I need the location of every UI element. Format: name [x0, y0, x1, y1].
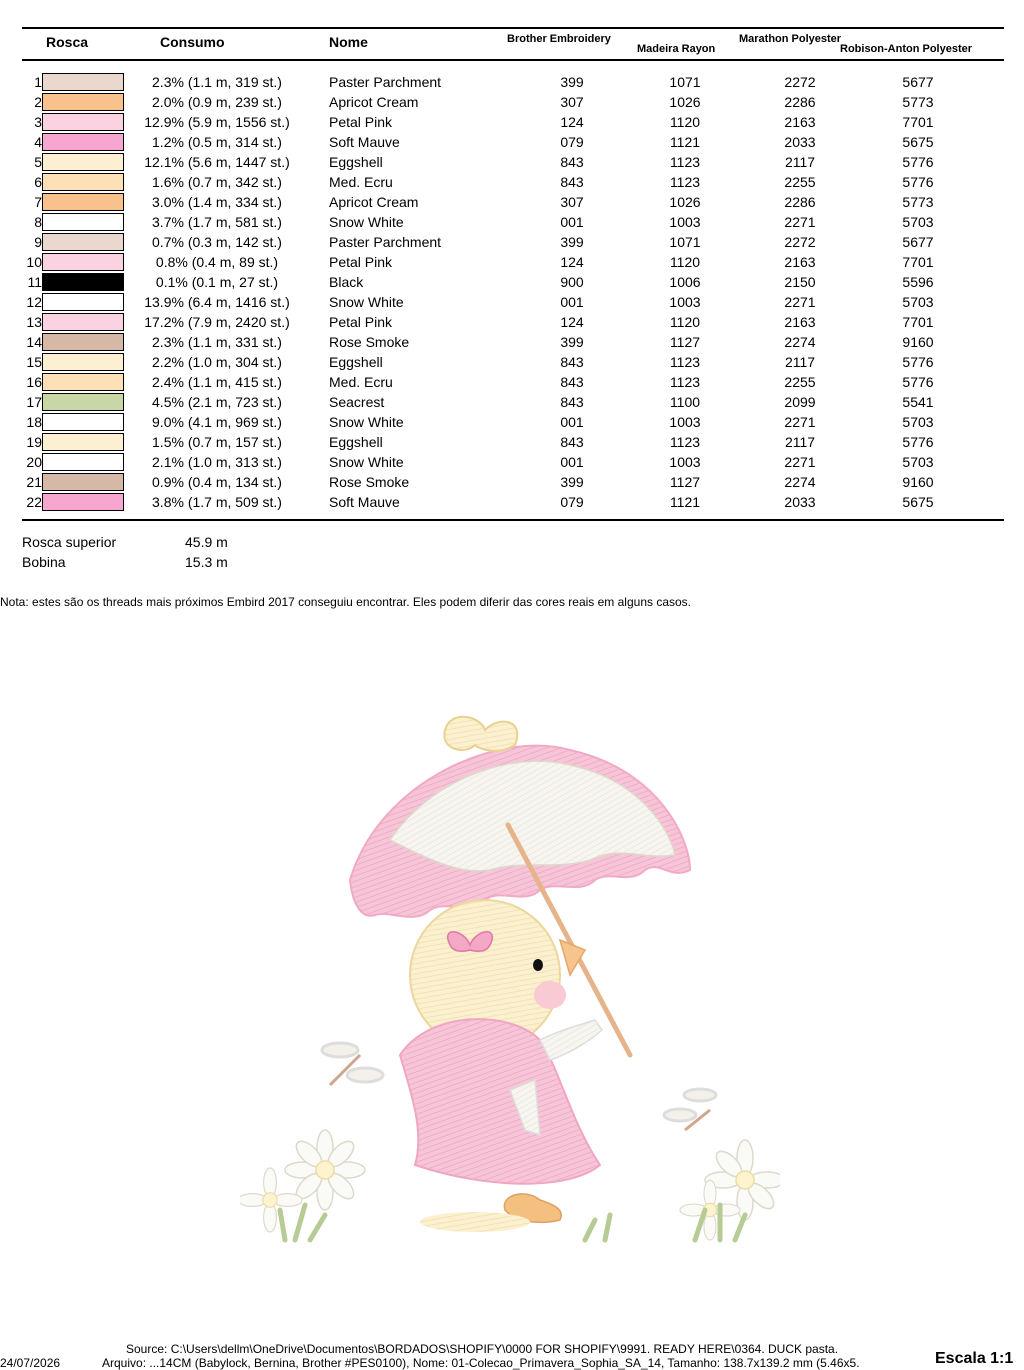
thread-number: 18: [26, 414, 42, 430]
thread-name: Soft Mauve: [329, 134, 400, 150]
marathon-code: 2163: [784, 254, 816, 270]
thread-name: Eggshell: [329, 154, 383, 170]
marathon-code: 2150: [784, 274, 816, 290]
thread-name: Petal Pink: [329, 254, 393, 270]
robison-code: 5703: [902, 414, 934, 430]
madeira-code: 1127: [669, 334, 701, 350]
col-header-madeira: Madeira Rayon: [637, 43, 716, 55]
robison-code: 5776: [902, 154, 934, 170]
table-row: [22, 72, 1004, 92]
daisy-left: [240, 1130, 365, 1240]
thread-name: Med. Ecru: [329, 174, 393, 190]
marathon-code: 2117: [784, 434, 816, 450]
madeira-code: 1003: [669, 414, 701, 430]
table-row: [22, 232, 1004, 252]
thread-consumption: 0.7% (0.3 m, 142 st.): [152, 234, 282, 250]
robison-code: 5703: [902, 454, 934, 470]
marathon-code: 2272: [784, 74, 816, 90]
thread-consumption: 1.2% (0.5 m, 314 st.): [152, 134, 282, 150]
color-swatch: [42, 153, 124, 171]
brother-code: 001: [560, 414, 584, 430]
thread-number: 17: [26, 394, 42, 410]
thread-name: Apricot Cream: [329, 94, 419, 110]
color-swatch: [42, 413, 124, 431]
thread-name: Paster Parchment: [329, 74, 442, 90]
marathon-code: 2033: [784, 494, 816, 510]
table-row: [22, 312, 1004, 332]
footer-source: Source: C:\Users\dellm\OneDrive\Documentos\BORDADOS\SHOPIFY\0000 FOR SHOPIFY\9991. READY HERE\0364. DUCK pasta.: [126, 1342, 839, 1356]
thread-consumption: 1.6% (0.7 m, 342 st.): [152, 174, 282, 190]
robison-code: 5776: [902, 434, 934, 450]
madeira-code: 1026: [669, 194, 701, 210]
robison-code: 5677: [902, 234, 934, 250]
table-row: [22, 292, 1004, 312]
table-row: [22, 412, 1004, 432]
brother-code: 900: [560, 274, 584, 290]
table-row: [22, 432, 1004, 452]
table-row: [22, 352, 1004, 372]
footer-arquivo: Arquivo: ...14CM (Babylock, Bernina, Brother #PES0100), Nome: 01-Colecao_Primavera_Sophia_SA_14, Tamanho: 138.7x139.2 mm (5.46x5.: [102, 1356, 860, 1370]
robison-code: 5675: [902, 134, 934, 150]
thread-name: Snow White: [329, 294, 404, 310]
table-row: [22, 492, 1004, 512]
thread-consumption: 0.1% (0.1 m, 27 st.): [155, 274, 279, 290]
madeira-code: 1120: [669, 114, 701, 130]
madeira-code: 1123: [669, 434, 701, 450]
madeira-code: 1003: [669, 214, 701, 230]
col-header-consumo: Consumo: [160, 34, 225, 50]
table-row: [22, 452, 1004, 472]
marathon-code: 2272: [784, 234, 816, 250]
color-swatch: [42, 453, 124, 471]
marathon-code: 2033: [784, 134, 816, 150]
madeira-code: 1121: [669, 494, 701, 510]
thread-name: Petal Pink: [329, 114, 393, 130]
bobbin-value: 15.3 m: [185, 554, 228, 570]
madeira-code: 1123: [669, 354, 701, 370]
thread-consumption: 2.3% (1.1 m, 319 st.): [152, 74, 282, 90]
thread-number: 1: [34, 74, 42, 90]
thread-consumption: 2.1% (1.0 m, 313 st.): [152, 454, 282, 470]
marathon-code: 2163: [784, 114, 816, 130]
thread-name: Snow White: [329, 454, 404, 470]
top-thread-label: Rosca superior: [22, 534, 117, 550]
robison-code: 5776: [902, 354, 934, 370]
brother-code: 843: [560, 174, 584, 190]
table-row: [22, 392, 1004, 412]
madeira-code: 1123: [669, 374, 701, 390]
dragonfly-left: [322, 1043, 383, 1085]
thread-consumption: 2.0% (0.9 m, 239 st.): [152, 94, 282, 110]
brother-code: 079: [560, 134, 584, 150]
table-row: [22, 252, 1004, 272]
brother-code: 307: [560, 194, 584, 210]
thread-number: 5: [34, 154, 42, 170]
color-swatch: [42, 93, 124, 111]
thread-number: 11: [27, 274, 42, 290]
thread-consumption: 0.8% (0.4 m, 89 st.): [155, 254, 279, 270]
color-swatch: [42, 213, 124, 231]
table-row: [22, 272, 1004, 292]
thread-number: 21: [26, 474, 42, 490]
brother-code: 399: [560, 334, 584, 350]
madeira-code: 1120: [669, 314, 701, 330]
robison-code: 7701: [902, 254, 934, 270]
dragonfly-right: [664, 1089, 716, 1130]
footer-date: 24/07/2026: [0, 1356, 61, 1370]
thread-consumption: 12.9% (5.9 m, 1556 st.): [144, 114, 290, 130]
madeira-code: 1123: [669, 154, 701, 170]
thread-name: Rose Smoke: [329, 474, 410, 490]
table-row: [22, 112, 1004, 132]
madeira-code: 1100: [669, 394, 701, 410]
marathon-code: 2163: [784, 314, 816, 330]
robison-code: 9160: [902, 334, 934, 350]
thread-name: Apricot Cream: [329, 194, 419, 210]
brother-code: 843: [560, 354, 584, 370]
marathon-code: 2117: [784, 154, 816, 170]
col-header-robison: Robison-Anton Polyester: [840, 43, 973, 55]
color-swatch: [42, 273, 124, 291]
col-header-marathon: Marathon Polyester: [739, 33, 842, 45]
brother-code: 399: [560, 74, 584, 90]
marathon-code: 2271: [784, 414, 816, 430]
thread-number: 15: [26, 354, 42, 370]
thread-number: 20: [26, 454, 42, 470]
color-swatch: [42, 233, 124, 251]
duck: [400, 900, 602, 1232]
brother-code: 843: [560, 434, 584, 450]
thread-number: 10: [26, 254, 42, 270]
thread-number: 19: [26, 434, 42, 450]
thread-number: 22: [26, 494, 42, 510]
thread-number: 12: [26, 294, 42, 310]
thread-number: 6: [34, 174, 42, 190]
color-swatch: [42, 113, 124, 131]
marathon-code: 2255: [784, 174, 816, 190]
brother-code: 307: [560, 94, 584, 110]
brother-code: 843: [560, 394, 584, 410]
marathon-code: 2274: [784, 474, 816, 490]
madeira-code: 1123: [669, 174, 701, 190]
thread-name: Eggshell: [329, 354, 383, 370]
table-bottom-rule: [22, 519, 1004, 521]
thread-name: Soft Mauve: [329, 494, 400, 510]
madeira-code: 1006: [669, 274, 701, 290]
thread-name: Snow White: [329, 414, 404, 430]
marathon-code: 2286: [784, 194, 816, 210]
madeira-code: 1121: [669, 134, 701, 150]
madeira-code: 1127: [669, 474, 701, 490]
table-row: [22, 212, 1004, 232]
color-swatch: [42, 333, 124, 351]
table-row: [22, 172, 1004, 192]
color-swatch: [42, 173, 124, 191]
col-header-rosca: Rosca: [46, 34, 89, 50]
thread-name: Snow White: [329, 214, 404, 230]
bobbin-label: Bobina: [22, 554, 66, 570]
thread-consumption: 17.2% (7.9 m, 2420 st.): [144, 314, 290, 330]
madeira-code: 1071: [669, 234, 701, 250]
madeira-code: 1120: [669, 254, 701, 270]
thread-name: Eggshell: [329, 434, 383, 450]
brother-code: 001: [560, 454, 584, 470]
thread-name: Rose Smoke: [329, 334, 410, 350]
table-row: [22, 372, 1004, 392]
thread-consumption: 12.1% (5.6 m, 1447 st.): [144, 154, 290, 170]
thread-number: 4: [34, 134, 42, 150]
robison-code: 5776: [902, 374, 934, 390]
table-row: [22, 472, 1004, 492]
madeira-code: 1003: [669, 454, 701, 470]
thread-consumption: 3.7% (1.7 m, 581 st.): [152, 214, 282, 230]
thread-name: Seacrest: [329, 394, 385, 410]
thread-consumption: 9.0% (4.1 m, 969 st.): [152, 414, 282, 430]
marathon-code: 2117: [784, 354, 816, 370]
thread-name: Petal Pink: [329, 314, 393, 330]
color-swatch: [42, 473, 124, 491]
table-header-rule: [22, 59, 1004, 61]
thread-name: Paster Parchment: [329, 234, 442, 250]
table-row: [22, 92, 1004, 112]
thread-consumption: 13.9% (6.4 m, 1416 st.): [144, 294, 290, 310]
thread-name: Black: [329, 274, 364, 290]
thread-consumption: 4.5% (2.1 m, 723 st.): [152, 394, 282, 410]
thread-number: 16: [26, 374, 42, 390]
marathon-code: 2099: [784, 394, 816, 410]
marathon-code: 2286: [784, 94, 816, 110]
madeira-code: 1071: [669, 74, 701, 90]
col-header-brother: Brother Embroidery: [507, 33, 611, 45]
embroidery-preview: [240, 710, 780, 1250]
top-thread-value: 45.9 m: [185, 534, 228, 550]
brother-code: 124: [560, 254, 584, 270]
table-row: [22, 332, 1004, 352]
brother-code: 843: [560, 154, 584, 170]
brother-code: 399: [560, 474, 584, 490]
brother-code: 843: [560, 374, 584, 390]
thread-consumption: 2.2% (1.0 m, 304 st.): [152, 354, 282, 370]
robison-code: 5677: [902, 74, 934, 90]
thread-name: Med. Ecru: [329, 374, 393, 390]
marathon-code: 2271: [784, 214, 816, 230]
brother-code: 399: [560, 234, 584, 250]
color-swatch: [42, 393, 124, 411]
thread-consumption: 2.3% (1.1 m, 331 st.): [152, 334, 282, 350]
robison-code: 5596: [902, 274, 934, 290]
daisy-right: [585, 1140, 780, 1240]
madeira-code: 1003: [669, 294, 701, 310]
color-swatch: [42, 193, 124, 211]
color-swatch: [42, 373, 124, 391]
disclaimer-note: Nota: estes são os threads mais próximos Embird 2017 conseguiu encontrar. Eles podem diferir das cores reais em alguns casos.: [0, 595, 692, 609]
robison-code: 5675: [902, 494, 934, 510]
color-swatch: [42, 433, 124, 451]
table-top-rule: [22, 27, 1004, 29]
thread-number: 9: [34, 234, 42, 250]
color-swatch: [42, 73, 124, 91]
marathon-code: 2271: [784, 454, 816, 470]
robison-code: 5703: [902, 214, 934, 230]
thread-number: 7: [34, 194, 42, 210]
marathon-code: 2271: [784, 294, 816, 310]
thread-consumption: 2.4% (1.1 m, 415 st.): [152, 374, 282, 390]
thread-number: 3: [34, 114, 42, 130]
robison-code: 5773: [902, 94, 934, 110]
table-row: [22, 132, 1004, 152]
thread-consumption: 3.0% (1.4 m, 334 st.): [152, 194, 282, 210]
color-swatch: [42, 313, 124, 331]
color-swatch: [42, 353, 124, 371]
table-row: [22, 152, 1004, 172]
thread-number: 2: [34, 94, 42, 110]
thread-consumption: 1.5% (0.7 m, 157 st.): [152, 434, 282, 450]
thread-consumption: 0.9% (0.4 m, 134 st.): [152, 474, 282, 490]
color-swatch: [42, 133, 124, 151]
robison-code: 5776: [902, 174, 934, 190]
robison-code: 5541: [902, 394, 934, 410]
brother-code: 001: [560, 294, 584, 310]
scale-label: Escala 1:1: [935, 1350, 1014, 1367]
brother-code: 079: [560, 494, 584, 510]
marathon-code: 2274: [784, 334, 816, 350]
thread-number: 8: [34, 214, 42, 230]
robison-code: 7701: [902, 114, 934, 130]
table-row: [22, 192, 1004, 212]
color-swatch: [42, 293, 124, 311]
brother-code: 124: [560, 314, 584, 330]
robison-code: 5773: [902, 194, 934, 210]
robison-code: 7701: [902, 314, 934, 330]
color-swatch: [42, 493, 124, 511]
thread-number: 14: [26, 334, 42, 350]
marathon-code: 2255: [784, 374, 816, 390]
madeira-code: 1026: [669, 94, 701, 110]
robison-code: 5703: [902, 294, 934, 310]
col-header-nome: Nome: [329, 34, 368, 50]
brother-code: 001: [560, 214, 584, 230]
thread-number: 13: [26, 314, 42, 330]
color-swatch: [42, 253, 124, 271]
robison-code: 9160: [902, 474, 934, 490]
brother-code: 124: [560, 114, 584, 130]
thread-consumption: 3.8% (1.7 m, 509 st.): [152, 494, 282, 510]
